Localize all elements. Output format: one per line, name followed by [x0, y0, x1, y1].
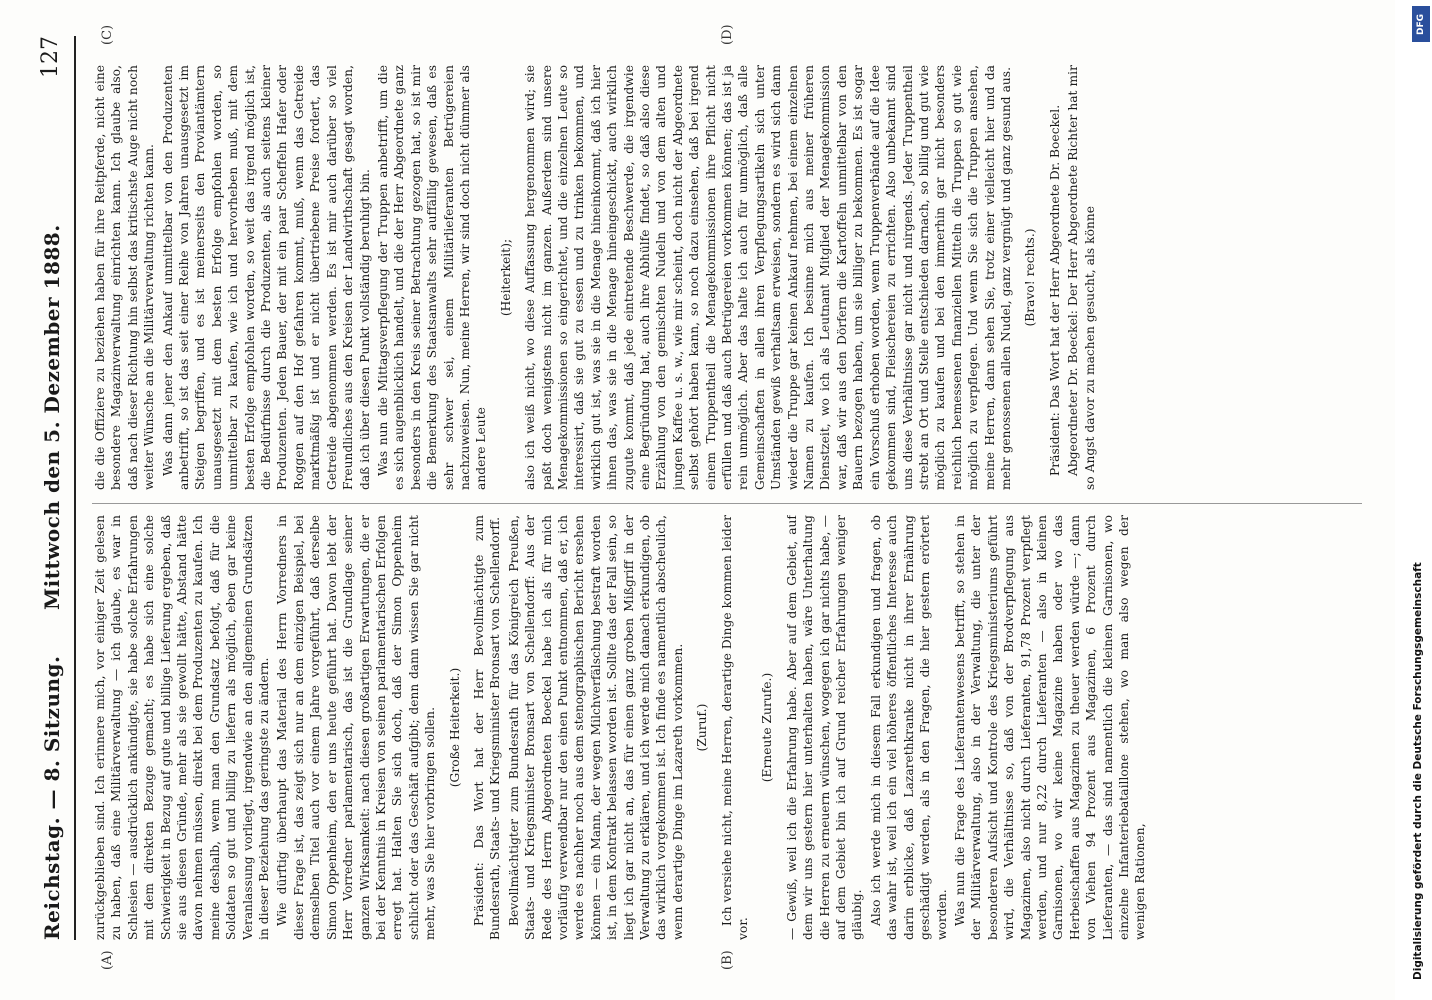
dfg-logo: DFG — [1412, 6, 1430, 42]
header-date: Mittwoch den 5. Dezember 1888. — [40, 224, 64, 610]
paragraph: Wie dürftig überhaupt das Material des Herrn Vorredners in dieser Frage ist, das zeigt sich nur an dem einzigen Beispiel, bei demselben Titel auch vor einem Jahre vorgeführt, daß derselbe Simon Oppenheim, den er uns heute geführt hat. Davon lebt der Herr Vorredner parlamentarisch, das ist die Grundlage seiner ganzen Wirksamkeit: nach diesen großartigen Erwartungen, die er bei der Kenntnis in Kreisen von seinen parlamentarischen Erfolgen erregt hat. Halten Sie sich doch, daß der Simon Oppenheim schlicht oder das Geschäft aufgibt; denn dann wissen Sie gar nicht mehr, was Sie hier vorbringen sollen. — [275, 515, 438, 940]
column-divider — [92, 503, 1362, 504]
paragraph: Abgeordneter Dr. Boeckel: Der Herr Abgeordnete Richter hat mir so Angst davor zu machen gesucht, als könne — [1066, 65, 1097, 490]
paragraph: (Heiterkeit); — [498, 238, 513, 317]
running-header — [34, 36, 76, 940]
dfg-margin-strip — [1410, 0, 1432, 1000]
paragraph: Was dann jener den Ankauf unmittelbar von den Produzenten anbetrifft, so ist das seit einer Reihe von Jahren unausgesetzt im Steigen begriffen, und es ist meinerseits den Proviantämtern unausgesetzt mit dem besten Erfolge empfohlen worden, so unmittelbar zu kaufen, wie ich und hervorheben muß, mit dem besten Erfolge empfohlen worden, so weit das irgend möglich ist, die Bedürfnisse durch die Produzenten, als auch seitens kleiner Produzenten. Jeden Bauer, der mit ein paar Scheffeln Hafer oder Roggen auf den Hof gefahren kommt, muß, wenn das Getreide marktmäßig ist und er nicht übertriebene Preise fordert, das Getreide abgenommen werden. Es ist mir auch darüber so viel Freundliches aus den Kreisen der Landwirthschaft gesagt worden, daß ich über diesen Punkt vollständig beruhigt bin. — [160, 65, 372, 490]
paragraph: (Bravo! rechts.) — [1023, 228, 1038, 327]
paragraph: (Erneute Zurufe.) — [760, 672, 775, 783]
paragraph: Präsident: Das Wort hat der Herr Abgeordnete Dr. Boeckel. — [1047, 104, 1062, 476]
paragraph: also ich weiß nicht, wo diese Auffassung hergenommen wird; sie paßt doch wenigstens nicht im ganzen. Außerdem sind unsere Menagekommissionen so eingerichtet, und die einzelnen Leute so interessirt, daß sie gut zu essen und zu trinken bekommen, und wirklich gut ist, was sie in die Menage hineinkommt, daß ich hier ihnen das, was sie in die Menage hineingeschickt, auch wirklich zugute kommt, daß jede eintretende Beschwerde, die irgendwie eine Begründung hat, auch ihre Abhülfe findet, so daß also diese Erzählung von den gemischten Nudeln und von dem alten und jungen Kaffee u. s. w., wie mir scheint, doch nicht der Abgeordnete selbst gehört haben kann, so noch dazu einsehen, daß bei irgend einem Truppentheil die Menagekommissionen ihre Pflicht nicht erfüllen und daß auch Betrügereien vorkommen können; das ist ja rein unmöglich. Aber das halte ich auch für unmöglich, daß alle Gemeinschaften in allen ihren Verpflegungsartikeln sich unter Umständen gewiß verhaltsam erweisen, sondern es wird sich dann wieder die Truppe gar keinen Ankauf nehmen, bei einem einzelnen Namen zu kaufen. Ich besinne mich aus meiner früheren Dienstzeit, wo ich als Leutnant Mitglied der Menagekommission war, daß wir aus den Dörfern die Kartoffeln unmittelbar von den Bauern bezogen haben, um sie billiger zu bekommen. Es ist sogar ein Vorschuß erhoben worden, wenn Truppenverbände auf die Idee gekommen sind, Fleischereien zu errichten. Also unbekannt sind uns diese Verhältnisse gar nicht und nirgends. Jeder Truppentheil strebt an Ort und Stelle entschieden darnach, so billig und gut wie möglich zu kaufen und bei den immerhin gar nicht besonders reichlich bemessenen finanziellen Mitteln die Truppen so gut wie möglich zu verpflegen. Und wenn Sie sich die Truppen ansehen, meine Herren, dann sehen Sie, trotz einer vielleicht hier und da mehr genossenen allen Nudel, ganz vergnügt und ganz gesund aus. — [523, 65, 1013, 490]
paragraph: Also ich werde mich in diesem Fall erkundigen und fragen, ob das wahr ist, weil ich ein viel höheres öffentliches Interesse auch darin erblicke, daß Lazarethkranke nicht in ihrer Ernährung geschädigt werden, als in den Fragen, die hier gestern erörtert worden. — [868, 515, 949, 940]
page-number: 127 — [38, 36, 63, 78]
column-marker-b: (B) — [720, 950, 735, 970]
paragraph: Bevollmächtigter zum Bundesrath für das Königreich Preußen, Staats- und Kriegsminister Bronsart von Schellendorff: Aus der Rede des Herrn Abgeordneten Boeckel habe ich als für mich vorläufig verwendbar nur den einen Punkt entnommen, daß er, ich werde es nachher noch aus dem stenographischen Bericht ersehen können — ein Mann, der wegen Milchverfälschung bestraft worden ist, in dem Kontrakt belassen worden ist. Sollte das der Fall sein, so liegt ich gar nicht an, das für einen ganz groben Mißgriff in der Verwaltung zu erklären, und ich werde mich danach erkundigen, ob das wirklich vorgekommen ist. Ich finde es namentlich abscheulich, wenn derartige Dinge im Lazareth vorkommen. — [506, 515, 685, 940]
paragraph: Präsident: Das Wort hat der Herr Bevollmächtigte zum Bundesrath, Staats- und Kriegsminister Bronsart von Schellendorff. — [471, 515, 503, 940]
column-marker-a: (A) — [100, 950, 115, 970]
paragraph: Was nun die Frage des Lieferantenwesens betrifft, so stehen in der Militärverwaltung, also in der Verwaltung, die unter der besonderen Aufsicht und Kontrole des Kriegsministeriums geführt wird, die Verhältnisse so, daß von der Brodverpflegung aus Magazinen, also nicht durch Lieferanten, 91,78 Prozent verpflegt werden, und nur 8,22 durch Lieferanten — also in kleinen Garnisonen, wo wir keine Magazine haben oder wo das Herbeischaffen aus Magazinen zu theuer werden würde —; dann von Viehen 94 Prozent aus Magazinen, 6 Prozent durch Lieferanten, — das sind namentlich die kleinen Garnisonen, wo einzelne Infanteriebataillone stehen, wo man also wegen der wenigen Rationen, — [952, 515, 1148, 940]
header-title: Reichstag. — 8. Sitzung. — [40, 655, 64, 940]
column-marker-d: (D) — [720, 24, 735, 45]
paragraph: zurückgeblieben sind. Ich erinnere mich, vor einiger Zeit gelesen zu haben, daß eine Militärverwaltung — ich glaube, es war in Schlesien — ausdrücklich ankündigte, sie habe solche Erfahrungen mit dem direkten Bezuge gemacht; es habe sich eine solche Schwierigkeit in Bezug auf gute und billige Lieferung ergeben, daß sie aus diesen Gründe, mehr als sie gewollt hätte, Abstand hätte davon nehmen müssen, direkt bei dem Produzenten zu kaufen. Ich meine deshalb, wenn man den Grundsatz befolgt, daß für die Soldaten so gut und billig zu liefern als möglich, eben gar keine Veranlassung vorliegt, irgendwie an den allgemeinen Grundsätzen in dieser Beziehung das geringste zu ändern. — [93, 515, 272, 940]
text-column-left — [92, 515, 1362, 940]
paragraph: (Große Heiterkeit.) — [447, 667, 462, 788]
paragraph: Ich versiehe nicht, meine Herren, derartige Dinge kommen leider vor. — [719, 515, 751, 940]
paragraph: Was nun die Mittagsverpflegung der Truppen anbetrifft, um die es sich augenblicklich handelt, und die der Herr Abgeordnete ganz besonders in den Kreis seiner Betrachtung gezogen hat, so ist mir die Bemerkung des Staatsanwalts sehr auffällig gewesen, daß es sehr schwer sei, einem Militärlieferanten Betrügereien nachzuweisen. Nun, meine Herren, wir sind doch nicht dümmer als andere Leute — [375, 65, 489, 490]
paragraph: (Zuruf.) — [695, 703, 710, 752]
paragraph: — Gewiß, weil ich die Erfahrung habe. Aber auf dem Gebiet, auf dem wir uns gestern hier unterhalten haben, wäre Unterhaltung die Herren zu erneuern wünschen, wogegen ich gar nichts habe, — auf dem Gebiet bin ich auf Grund reicher Erfahrungen weniger gläubig. — [784, 515, 865, 940]
text-column-right — [92, 65, 1362, 490]
column-marker-c: (C) — [100, 24, 115, 45]
dfg-funding-note: Digitalisierung gefördert durch die Deutsche Forschungsgemeinschaft — [1412, 562, 1424, 980]
paragraph: die die Offiziere zu beziehen haben für ihre Reitpferde, nicht eine besondere Magazinverwaltung einrichten kann. Ich glaube also, daß nach dieser Richtung hin selbst das kritischste Auge nicht noch weiter Wünsche an die Militärverwaltung richten kann. — [93, 65, 157, 490]
